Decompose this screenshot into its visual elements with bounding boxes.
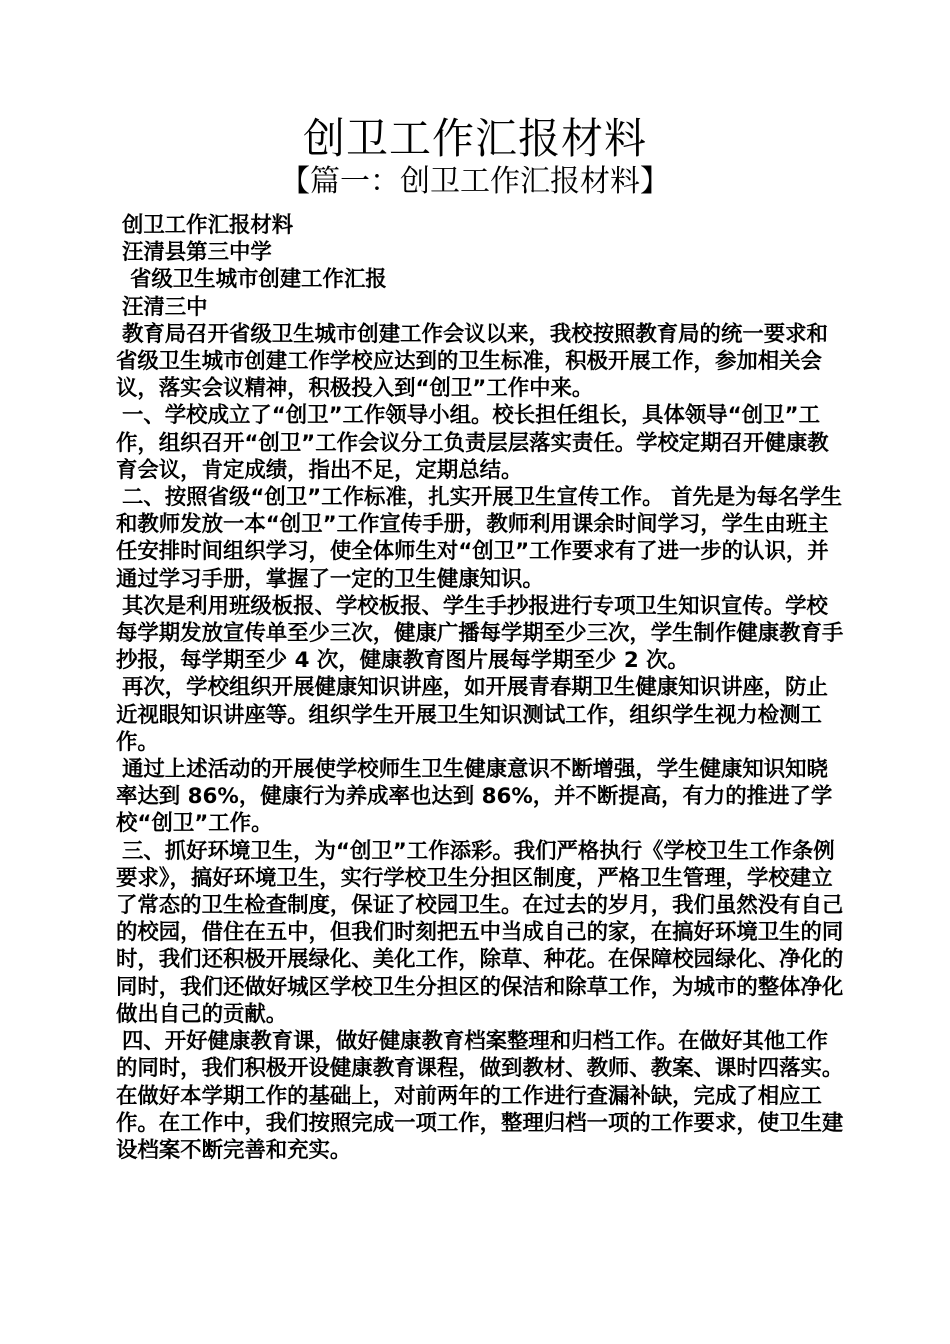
body-paragraph: 三、抓好环境卫生，为“创卫”工作添彩。我们严格执行《学校卫生工作条例要求》，搞好环境卫生，实行学校卫生分担区制度，严格卫生管理，学校建立了常态的卫生检查制度，保证了校园卫生。在过去的岁月，我们虽然没有自己的校园，借住在五中，但我们时刻把五中当成自己的家，在搞好环境卫生的同时，我们还积极开展绿化、美化工作，除草、种花。在保障校园绿化、净化的同时，我们还做好城区学校卫生分担区的保洁和除草工作，为城市的整体净化做出自己的贡献。 <box>116 838 844 1027</box>
header-line: 创卫工作汇报材料 <box>122 213 294 238</box>
body-paragraph: 其次是利用班级板报、学校板报、学生手抄报进行专项卫生知识宣传。学校每学期发放宣传单至少三次，健康广播每学期至少三次，学生制作健康教育手抄报，每学期至少 4 次，健康教育图片展每学期至少 2 次。 <box>116 593 844 674</box>
body-paragraph: 二、按照省级“创卫”工作标准，扎实开展卫生宣传工作。 首先是为每名学生和教师发放一本“创卫”工作宣传手册，教师利用课余时间学习，学生由班主任安排时间组织学习，使全体师生对“创卫”工作要求有了进一步的认识，并通过学习手册，掌握了一定的卫生健康知识。 <box>116 485 843 592</box>
header-line: 汪清三中 <box>122 294 208 320</box>
document-title: 创卫工作汇报材料 <box>302 114 647 163</box>
document-body <box>116 212 846 1164</box>
document-subtitle: 【篇一：创卫工作汇报材料】 <box>280 164 670 199</box>
body-paragraph: 教育局召开省级卫生城市创建工作会议以来，我校按照教育局的统一要求和省级卫生城市创建工作学校应达到的卫生标准，积极开展工作，参加相关会议，落实会议精神，积极投入到“创卫”工作中来。 <box>116 321 828 402</box>
header-line: 汪清县第三中学 <box>122 240 272 266</box>
body-paragraph: 一、学校成立了“创卫”工作领导小组。校长担任组长，具体领导“创卫”工作，组织召开“创卫”工作会议分工负责层层落实责任。学校定期召开健康教育会议，肯定成绩，指出不足，定期总结。 <box>116 403 829 483</box>
body-paragraph: 再次，学校组织开展健康知识讲座，如开展青春期卫生健康知识讲座，防止近视眼知识讲座等。组织学生开展卫生知识测试工作，组织学生视力检测工作。 <box>116 675 828 755</box>
body-paragraph: 四、开好健康教育课，做好健康教育档案整理和归档工作。在做好其他工作的同时，我们积极开设健康教育课程，做到教材、教师、教案、课时四落实。在做好本学期工作的基础上，对前两年的工作进行查漏补缺，完成了相应工作。在工作中，我们按照完成一项工作，整理归档一项的工作要求，使卫生建设档案不断完善和充实。 <box>116 1029 844 1163</box>
body-paragraph: 通过上述活动的开展使学校师生卫生健康意识不断增强，学生健康知识知晓率达到 86%，健康行为养成率也达到 86%，并不断提高，有力的推进了学校“创卫”工作。 <box>116 757 833 837</box>
header-line: 省级卫生城市创建工作汇报 <box>130 267 387 293</box>
